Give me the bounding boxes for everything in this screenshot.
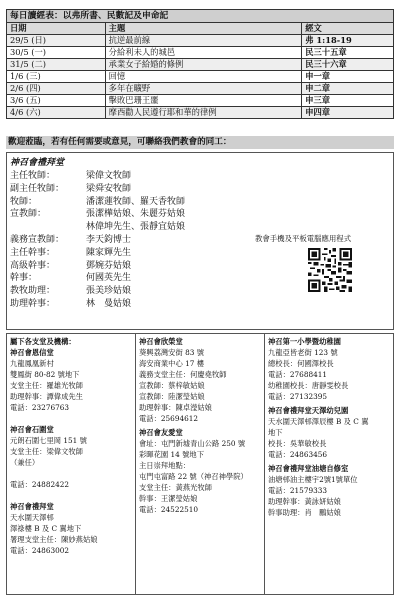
directory-line: 電話：21579333 xyxy=(268,486,328,495)
directory-line: 海安商業中心 17 樓 xyxy=(139,359,205,368)
directory-line: 雙鳳街 80-82 號地下 xyxy=(10,370,80,379)
directory-line: 電話：24882422 xyxy=(10,480,70,489)
qr-code-icon[interactable] xyxy=(308,248,352,292)
directory-line: 神召會禮拜堂油塘自修室 xyxy=(268,464,349,473)
row-date: 30/5 (一) xyxy=(7,47,106,59)
row-ref: 申一章 xyxy=(302,71,394,83)
directory-column xyxy=(135,334,264,594)
directory-line: 支堂主任：梁偉文牧師 xyxy=(10,447,83,456)
directory-line: 校長：吳華敏校長 xyxy=(268,439,327,448)
directory-line: 義務支堂主任：何慶堯牧師 xyxy=(139,370,227,379)
staff-role: 宣教師： xyxy=(10,209,47,220)
row-ref: 民三十六章 xyxy=(302,59,394,71)
welcome-banner: 歡迎蒞臨，若有任何需要或意見，可聯絡我們教會的同工： xyxy=(6,136,394,149)
directory-line: 彩暉花園 14 號地下 xyxy=(139,450,205,459)
directory-line: 電話：27132395 xyxy=(268,392,328,401)
staff-names: 林偉坤先生、張靜宜姑娘 xyxy=(86,222,186,233)
directory-line: 油塘邨油主樓宇2號1號單位 xyxy=(268,475,358,484)
directory-line: 天水圍天澤邨澤辰樓 B 及 C 翼 xyxy=(268,417,369,426)
directory-line: 神召會友愛堂 xyxy=(139,428,183,437)
row-ref: 申二章 xyxy=(302,83,394,95)
table-row xyxy=(7,35,394,47)
row-topic: 承業女子給婚的條例 xyxy=(105,59,302,71)
directory-column xyxy=(7,334,135,594)
staff-role: 高級幹事： xyxy=(10,260,56,271)
staff-row xyxy=(10,272,185,285)
directory-line: 屯門屯富路 22 號（神召神學院） xyxy=(139,472,248,481)
directory-line: 葵興荔灣安街 83 號 xyxy=(139,348,205,357)
row-topic: 摩西勸人民遵行耶和華的律例 xyxy=(105,107,302,119)
directory-line: 署理支堂主任：陳妙燕姑娘 xyxy=(10,535,98,544)
directory-line: 神召會恩信堂 xyxy=(10,348,54,357)
row-date: 2/6 (四) xyxy=(7,83,106,95)
row-date: 29/5 (日) xyxy=(7,35,106,47)
directory-line: 電話：27688411 xyxy=(268,370,328,379)
reading-table-title: 每日讀經表：以弗所書、民數記及申命記 xyxy=(7,10,394,23)
row-topic: 擊敗巴珊王噩 xyxy=(105,95,302,107)
staff-row xyxy=(10,234,185,247)
directory-line: 九龍鳳凰新村 xyxy=(10,359,54,368)
directory-line: 助理幹事：陳卓瀅姑娘 xyxy=(139,403,212,412)
row-ref: 弗 1:18-19 xyxy=(302,35,394,47)
directory-line: 神召會欣榮堂 xyxy=(139,337,183,346)
directory-line: 天水圍天澤邨 xyxy=(10,513,54,522)
directory-line xyxy=(10,413,132,424)
row-date: 4/6 (六) xyxy=(7,107,106,119)
staff-names: 陳家輝先生 xyxy=(86,247,132,258)
row-topic: 抗逆最前線 xyxy=(105,35,302,47)
directory-column xyxy=(264,334,393,594)
row-topic: 回憶 xyxy=(105,71,302,83)
directory-line: 主日崇拜地點： xyxy=(139,461,191,470)
directory-line: 幹事：王潔瑩姑娘 xyxy=(139,494,198,503)
staff-list xyxy=(10,170,185,311)
staff-names: 梁舜安牧師 xyxy=(86,183,132,194)
row-topic: 多年在曠野 xyxy=(105,83,302,95)
row-ref: 申四章 xyxy=(302,107,394,119)
staff-role: 助理幹事： xyxy=(10,298,56,309)
directory-line: 元朗石圍七里岡 151 號 xyxy=(10,436,87,445)
directory-line: 電話：25694612 xyxy=(139,414,199,423)
directory-line: 電話：24522510 xyxy=(139,505,199,514)
directory-line: 電話：24863456 xyxy=(268,450,328,459)
staff-names: 何國英先生 xyxy=(86,273,132,284)
directory-line: 宣教師：陸潔瑩姑娘 xyxy=(139,392,205,401)
row-date: 31/5 (二) xyxy=(7,59,106,71)
directory-line: 澤祿樓 B 及 C 翼地下 xyxy=(10,524,82,533)
directory-line: 幹事助理：肖 鵬姑娘 xyxy=(268,508,341,517)
table-row xyxy=(7,83,394,95)
directory-line: 神召會石圍堂 xyxy=(10,425,54,434)
directory-line: 神召會禮拜堂天澤幼兒園 xyxy=(268,406,349,415)
directory-line xyxy=(10,490,132,501)
reading-table xyxy=(6,9,394,119)
directory-line: 宣教師：蔡梓敏姑娘 xyxy=(139,381,205,390)
directory-line: 幼稚園校長：唐靜雯校長 xyxy=(268,381,349,390)
directory-line: 神召第一小學暨幼稚園 xyxy=(268,337,341,346)
staff-title: 神召會禮拜堂 xyxy=(10,158,65,168)
row-topic: 分給利未人的城邑 xyxy=(105,47,302,59)
staff-role: 幹事： xyxy=(10,273,38,284)
staff-names: 潘潔蓮牧師、羅天香牧師 xyxy=(86,196,186,207)
table-row xyxy=(7,47,394,59)
staff-role: 副主任牧師： xyxy=(10,183,65,194)
directory-line: （兼任） xyxy=(10,458,40,467)
staff-names: 鄧婉芬姑娘 xyxy=(86,260,132,271)
table-row xyxy=(7,71,394,83)
staff-row xyxy=(10,247,185,260)
table-row xyxy=(7,95,394,107)
row-ref: 民三十五章 xyxy=(302,47,394,59)
staff-row xyxy=(10,221,185,234)
staff-names: 張美珍姑娘 xyxy=(86,286,132,297)
staff-row xyxy=(10,183,185,196)
staff-role: 牧師： xyxy=(10,196,38,207)
staff-row xyxy=(10,208,185,221)
staff-row xyxy=(10,170,185,183)
directory-line: 電話：23276763 xyxy=(10,403,70,412)
directory-line: 助理幹事：譚偉成先生 xyxy=(10,392,83,401)
directory-line: 支堂主任：羅雄光牧師 xyxy=(10,381,83,390)
directory-line: 支堂主任：黃燕光牧師 xyxy=(139,483,212,492)
table-row xyxy=(7,107,394,119)
staff-role: 教牧助理： xyxy=(10,286,56,297)
directory-line: 會址：屯門新墟青山公路 250 號 xyxy=(139,439,246,448)
staff-row xyxy=(10,298,185,311)
staff-role: 主任牧師： xyxy=(10,171,56,181)
header-date: 日期 xyxy=(7,23,106,35)
directory-line: 九龍亞皆老街 123 號 xyxy=(268,348,338,357)
staff-names: 李天鈞博士 xyxy=(86,234,132,245)
row-date: 3/6 (五) xyxy=(7,95,106,107)
directory-line: 電話：24863002 xyxy=(10,546,70,555)
row-ref: 申三章 xyxy=(302,95,394,107)
row-date: 1/6 (三) xyxy=(7,71,106,83)
directory-line: 地下 xyxy=(268,428,283,437)
staff-names: 張潔樺姑娘、朱麗芬姑娘 xyxy=(86,209,186,220)
staff-role: 義務宣教師： xyxy=(10,234,65,245)
staff-row xyxy=(10,285,185,298)
staff-section xyxy=(6,152,394,330)
app-label: 教會手機及平板電腦應用程式 xyxy=(255,234,352,243)
directory-line: 總校長：何國澤校長 xyxy=(268,359,334,368)
header-ref: 經文 xyxy=(302,23,394,35)
header-topic: 主題 xyxy=(105,23,302,35)
directory-line: 神召會禮拜堂 xyxy=(10,502,54,511)
staff-row xyxy=(10,196,185,209)
directory-line: 助理幹事：黃詠妍姑娘 xyxy=(268,497,341,506)
directory-line xyxy=(10,468,132,479)
directory-grid xyxy=(6,333,394,595)
staff-role: 主任幹事： xyxy=(10,247,56,258)
staff-row xyxy=(10,260,185,273)
staff-names: 林 曼姑娘 xyxy=(86,298,132,309)
staff-names: 梁偉文牧師 xyxy=(86,171,132,181)
table-row xyxy=(7,59,394,71)
directory-line: 屬下各支堂及機構： xyxy=(10,337,76,346)
